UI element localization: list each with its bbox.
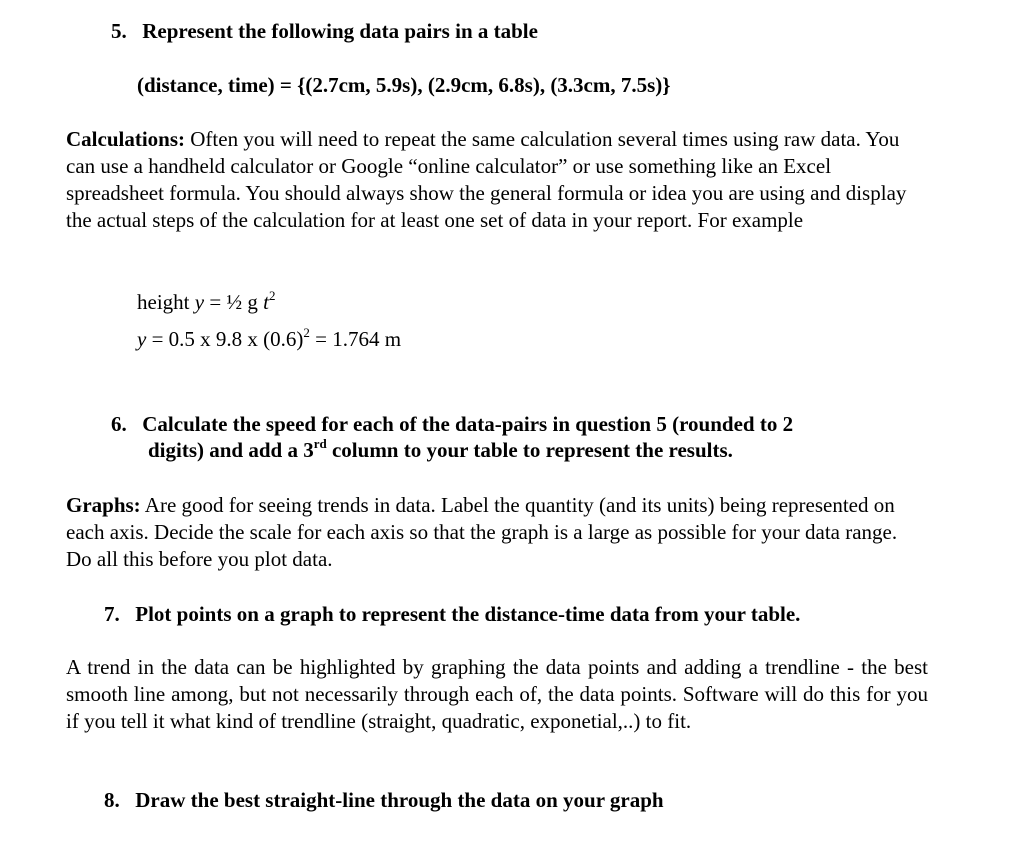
question-6-number: 6. xyxy=(111,412,127,436)
graphs-paragraph xyxy=(66,492,928,573)
example-var-y-2: y xyxy=(137,327,147,351)
question-6-line-2b: column to your table to represent the results. xyxy=(331,438,733,462)
example-exponent-2: 2 xyxy=(303,325,310,340)
example-half-g: = ½ g xyxy=(209,290,258,314)
question-6 xyxy=(111,411,793,463)
example-calc-a: = 0.5 x 9.8 x (0.6) xyxy=(151,327,304,351)
question-8-text: Draw the best straight-line through the data on your graph xyxy=(135,788,664,812)
question-6-line-2a: digits) and add a 3 xyxy=(148,438,314,462)
question-7-text: Plot points on a graph to represent the distance-time data from your table. xyxy=(135,602,801,626)
question-5 xyxy=(111,18,538,44)
graphs-text: Are good for seeing trends in data. Label the quantity (and its units) being represented on each axis. Decide the scale for each axis so that the graph is a large as possible for your data range. Do all this before you plot data. xyxy=(66,493,898,571)
question-8 xyxy=(104,787,664,813)
example-var-y: y xyxy=(194,290,205,314)
graphs-heading: Graphs: xyxy=(66,493,141,517)
question-5-data-pairs: (distance, time) = {(2.7cm, 5.9s), (2.9cm, 6.8s), (3.3cm, 7.5s)} xyxy=(137,73,671,97)
example-height-word: height xyxy=(137,290,190,314)
question-7-number: 7. xyxy=(104,602,120,626)
question-8-number: 8. xyxy=(104,788,120,812)
calculations-paragraph xyxy=(66,126,928,234)
example-equation-1 xyxy=(137,289,276,315)
question-5-number: 5. xyxy=(111,19,127,43)
calculations-text: Often you will need to repeat the same calculation several times using raw data. You can use a handheld calculator or Google “online calculator” or use something like an Excel spreadsheet formula. You should always show the general formula or idea you are using and display the actual steps of the calculation for at least one set of data in your report. For example xyxy=(66,127,907,232)
question-6-superscript: rd xyxy=(313,436,327,451)
example-var-t: t xyxy=(263,290,270,314)
trendline-paragraph: A trend in the data can be highlighted by graphing the data points and adding a trendline - the best smooth line among, but not necessarily through each of, the data points. Software will do this for you if you tell it what kind of trendline (straight, quadratic, exponetial,..) to fit. xyxy=(66,655,928,733)
question-6-line-2 xyxy=(111,437,793,463)
calculations-heading: Calculations: xyxy=(66,127,186,151)
question-5-text: Represent the following data pairs in a table xyxy=(142,19,538,43)
question-6-line-1: Calculate the speed for each of the data-pairs in question 5 (rounded to 2 xyxy=(142,412,794,436)
question-7 xyxy=(104,601,800,627)
example-equation-2 xyxy=(137,326,401,352)
example-calc-result: = 1.764 m xyxy=(315,327,402,351)
example-exponent-1: 2 xyxy=(269,288,276,303)
